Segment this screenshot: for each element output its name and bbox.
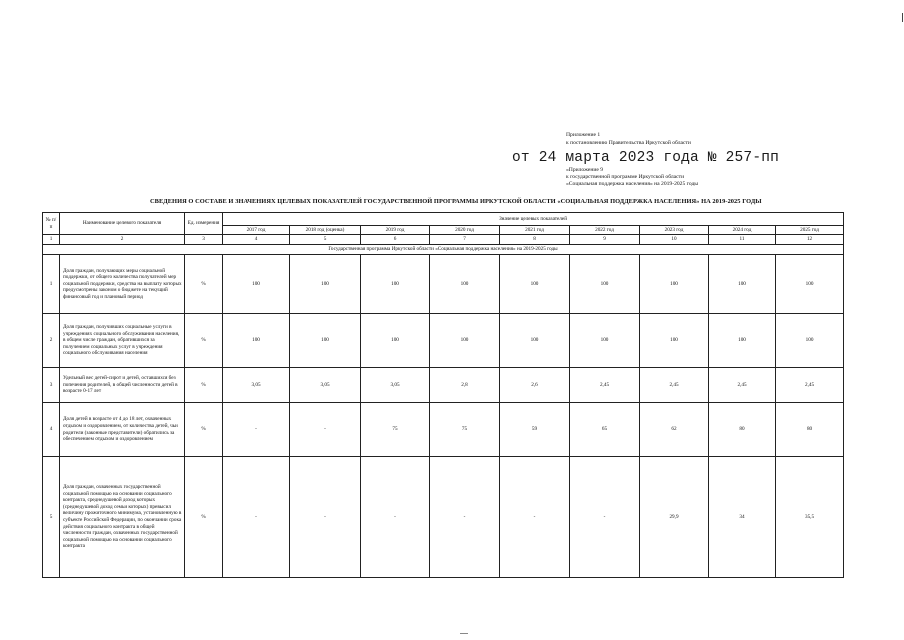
indicator-name: Доля детей в возрасте от 4 до 18 лет, охваченных отдыхом и оздоровлением, от количества детей, чьи родители (законные представители) обратились за обеспечением отдыхом и оздоровлением <box>60 403 185 457</box>
value-cell: - <box>361 457 430 578</box>
column-numbers-row <box>43 235 844 245</box>
value-cell: 35,5 <box>776 457 844 578</box>
value-cell: 100 <box>640 255 709 314</box>
column-number: 8 <box>500 235 570 245</box>
value-cell: 59 <box>500 403 570 457</box>
year-header: 2023 год <box>640 226 709 235</box>
indicators-table <box>42 212 844 578</box>
value-cell: - <box>500 457 570 578</box>
column-number: 11 <box>709 235 776 245</box>
value-cell: 100 <box>361 314 430 368</box>
program-attachment-note <box>566 167 698 189</box>
value-cell: 2,45 <box>640 368 709 403</box>
section-title: Государственная программа Иркутской области «Социальная поддержка населения» на 2019-2025 годы <box>43 245 844 255</box>
value-cell: 100 <box>430 314 500 368</box>
header-cell-no: № п/п <box>43 213 60 235</box>
table-row <box>43 457 844 578</box>
value-cell: 100 <box>290 314 361 368</box>
decree-date: от 24 марта 2023 года № 257-пп <box>512 150 780 166</box>
column-number: 4 <box>223 235 290 245</box>
value-cell: 2,6 <box>500 368 570 403</box>
value-cell: 3,05 <box>361 368 430 403</box>
value-cell: - <box>290 403 361 457</box>
value-cell: - <box>223 457 290 578</box>
unit-cell: % <box>185 314 223 368</box>
section-row <box>43 245 844 255</box>
indicator-name: Доля граждан, получивших социальные услуги в учреждениях социального обслуживания населения, в общем числе граждан, обратившихся за получением социальных услуг в учреждения социального обслуживания населения <box>60 314 185 368</box>
attachment-note <box>566 131 691 148</box>
crop-mark-top <box>902 13 903 22</box>
value-cell: 62 <box>640 403 709 457</box>
column-number: 7 <box>430 235 500 245</box>
crop-mark-bottom <box>460 633 468 634</box>
value-cell: - <box>223 403 290 457</box>
value-cell: 29,9 <box>640 457 709 578</box>
value-cell: 100 <box>500 314 570 368</box>
value-cell: - <box>430 457 500 578</box>
value-cell: 100 <box>709 314 776 368</box>
attachment-line: «Социальная поддержка населения» на 2019-2025 годы <box>566 181 699 188</box>
unit-cell: % <box>185 403 223 457</box>
value-cell: - <box>570 457 640 578</box>
row-number: 2 <box>43 314 60 368</box>
value-cell: 100 <box>570 314 640 368</box>
header-cell-name: Наименование целевого показателя <box>60 213 185 235</box>
year-header: 2022 год <box>570 226 640 235</box>
value-cell: 75 <box>430 403 500 457</box>
value-cell: 100 <box>640 314 709 368</box>
table-row <box>43 255 844 314</box>
indicator-name: Доля граждан, охваченных государственной социальной помощью на основании социального контракта, среднедушевой доход которых (среднедушевой доход семьи которых) превысил величину прожиточного минимума, установленную в субъекте Российской Федерации, по окончании срока действия социального контракта в общей численности граждан, охваченных государственной социальной помощью на основании социального контракта <box>60 457 185 578</box>
row-number: 5 <box>43 457 60 578</box>
column-number: 3 <box>185 235 223 245</box>
value-cell: 100 <box>776 314 844 368</box>
unit-cell: % <box>185 368 223 403</box>
header-cell-unit: Ед. измерения <box>185 213 223 235</box>
header-row <box>43 213 844 226</box>
value-cell: 100 <box>223 255 290 314</box>
value-cell: 80 <box>709 403 776 457</box>
row-number: 3 <box>43 368 60 403</box>
value-cell: 100 <box>709 255 776 314</box>
value-cell: 80 <box>776 403 844 457</box>
value-cell: 100 <box>361 255 430 314</box>
value-cell: 3,05 <box>290 368 361 403</box>
row-number: 4 <box>43 403 60 457</box>
value-cell: 2,45 <box>776 368 844 403</box>
year-header: 2020 год <box>430 226 500 235</box>
attachment-line: «Приложение 9 <box>566 167 604 173</box>
value-cell: 2,45 <box>709 368 776 403</box>
attachment-line: к постановлению Правительства Иркутской области <box>566 140 691 147</box>
year-header: 2019 год <box>361 226 430 235</box>
table-row <box>43 403 844 457</box>
value-cell: 65 <box>570 403 640 457</box>
value-cell: 34 <box>709 457 776 578</box>
table-row <box>43 314 844 368</box>
indicator-name: Удельный вес детей-сирот и детей, оставшихся без попечения родителей, в общей численности детей в возрасте 0-17 лет <box>60 368 185 403</box>
value-cell: 100 <box>776 255 844 314</box>
row-number: 1 <box>43 255 60 314</box>
value-cell: 100 <box>500 255 570 314</box>
column-number: 1 <box>43 235 60 245</box>
unit-cell: % <box>185 457 223 578</box>
indicator-name: Доля граждан, получающих меры социальной поддержки, от общего количества получателей мер социальной поддержки, средства на выплату которых предусмотрены законом о бюджете на текущий финансовый год и плановый период <box>60 255 185 314</box>
column-number: 5 <box>290 235 361 245</box>
value-cell: - <box>290 457 361 578</box>
year-header: 2018 год (оценка) <box>290 226 361 235</box>
column-number: 12 <box>776 235 844 245</box>
attachment-line: Приложение 1 <box>566 132 601 138</box>
column-number: 6 <box>361 235 430 245</box>
table-row <box>43 368 844 403</box>
header-cell-values: Значение целевых показателей <box>223 213 844 226</box>
value-cell: 100 <box>570 255 640 314</box>
column-number: 10 <box>640 235 709 245</box>
attachment-line: к государственной программе Иркутской области <box>566 174 685 181</box>
year-header: 2017 год <box>223 226 290 235</box>
unit-cell: % <box>185 255 223 314</box>
year-header: 2024 год <box>709 226 776 235</box>
value-cell: 3,05 <box>223 368 290 403</box>
column-number: 9 <box>570 235 640 245</box>
year-header: 2025 год <box>776 226 844 235</box>
value-cell: 100 <box>430 255 500 314</box>
year-header: 2021 год <box>500 226 570 235</box>
value-cell: 100 <box>223 314 290 368</box>
value-cell: 2,45 <box>570 368 640 403</box>
value-cell: 75 <box>361 403 430 457</box>
value-cell: 2,8 <box>430 368 500 403</box>
value-cell: 100 <box>290 255 361 314</box>
document-title: СВЕДЕНИЯ О СОСТАВЕ И ЗНАЧЕНИЯХ ЦЕЛЕВЫХ ПОКАЗАТЕЛЕЙ ГОСУДАРСТВЕННОЙ ПРОГРАММЫ ИРКУТСКОЙ ОБЛАСТИ «СОЦИАЛЬНАЯ ПОДДЕРЖКА НАСЕЛЕНИЯ» НА 2019-2025 ГОДЫ <box>150 198 762 205</box>
column-number: 2 <box>60 235 185 245</box>
